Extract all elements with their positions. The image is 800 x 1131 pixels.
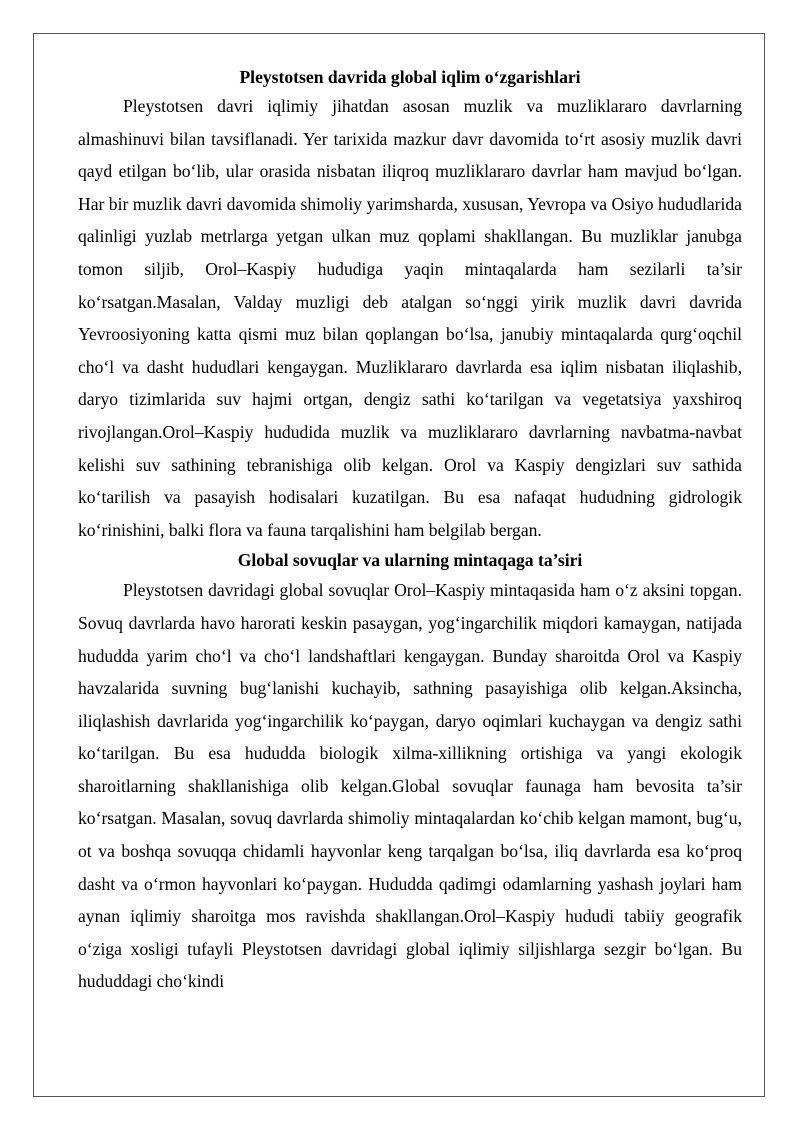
- document-title: Pleystotsen davrida global iqlim o‘zgarishlari: [239, 67, 581, 87]
- paragraph-2: Pleystotsen davridagi global sovuqlar Orol–Kaspiy mintaqasida ham o‘z aksini topgan. Sovuq davrlarda havo harorati keskin pasaygan, yog‘ingarchilik miqdori kamaygan, natijada hududda yarim cho‘l va cho‘l landshaftlari kengaygan. Bunday sharoitda Orol va Kaspiy havzalarida suvning bug‘lanishi kuchayib, sathning pasayishiga olib kelgan.Aksincha, iliqlashish davrlarida yog‘ingarchilik ko‘paygan, daryo oqimlari kuchaygan va dengiz sathi ko‘tarilgan. Bu esa hududda biologik xilma-xillikning ortishiga va yangi ekologik sharoitlarning shakllanishiga olib kelgan.Global sovuqlar faunaga ham bevosita ta’sir ko‘rsatgan. Masalan, sovuq davrlarda shimoliy mintaqalardan ko‘chib kelgan mamont, bug‘u, ot va boshqa sovuqqa chidamli hayvonlar keng tarqalgan bo‘lsa, iliq davrlarda esa ko‘proq dasht va o‘rmon hayvonlari ko‘paygan. Hududda qadimgi odamlarning yashash joylari ham aynan iqlimiy sharoitga mos ravishda shakllangan.Orol–Kaspiy hududi tabiiy geografik o‘ziga xosligi tufayli Pleystotsen davridagi global iqlimiy siljishlarga sezgir bo‘lgan. Bu hududdagi cho‘kindi: [78, 580, 742, 992]
- section-subtitle: Global sovuqlar va ularning mintaqaga ta’siri: [237, 550, 583, 571]
- document-body: [78, 67, 742, 998]
- paragraph-1: Pleystotsen davri iqlimiy jihatdan asosan muzlik va muzliklararo davrlarning almashinuvi bilan tavsiflanadi. Yer tarixida mazkur davr davomida to‘rt asosiy muzlik davri qayd etilgan bo‘lib, ular orasida nisbatan iliqroq muzliklararo davrlar ham mavjud bo‘lgan. Har bir muzlik davri davomida shimoliy yarimsharda, xususan, Yevropa va Osiyo hududlarida qalinligi yuzlab metrlarga yetgan ulkan muz qoplami shakllangan. Bu muzliklar janubga tomon siljib, Orol–Kaspiy hududiga yaqin mintaqalarda ham sezilarli ta’sir ko‘rsatgan.Masalan, Valday muzligi deb atalgan so‘nggi yirik muzlik davri davrida Yevroosiyoning katta qismi muz bilan qoplangan bo‘lsa, janubiy mintaqalarda qurg‘oqchil cho‘l va dasht hududlari kengaygan. Muzliklararo davrlarda esa iqlim nisbatan iliqlashib, daryo tizimlarida suv hajmi ortgan, dengiz sathi ko‘tarilgan va vegetatsiya yaxshiroq rivojlangan.Orol–Kaspiy hududida muzlik va muzliklararo davrlarning navbatma-navbat kelishi suv sathining tebranishiga olib kelgan. Orol va Kaspiy dengizlari suv sathida ko‘tarilish va pasayish hodisalari kuzatilgan. Bu esa nafaqat hududning gidrologik ko‘rinishini, balki flora va fauna tarqalishini ham belgilab bergan.: [78, 96, 742, 540]
